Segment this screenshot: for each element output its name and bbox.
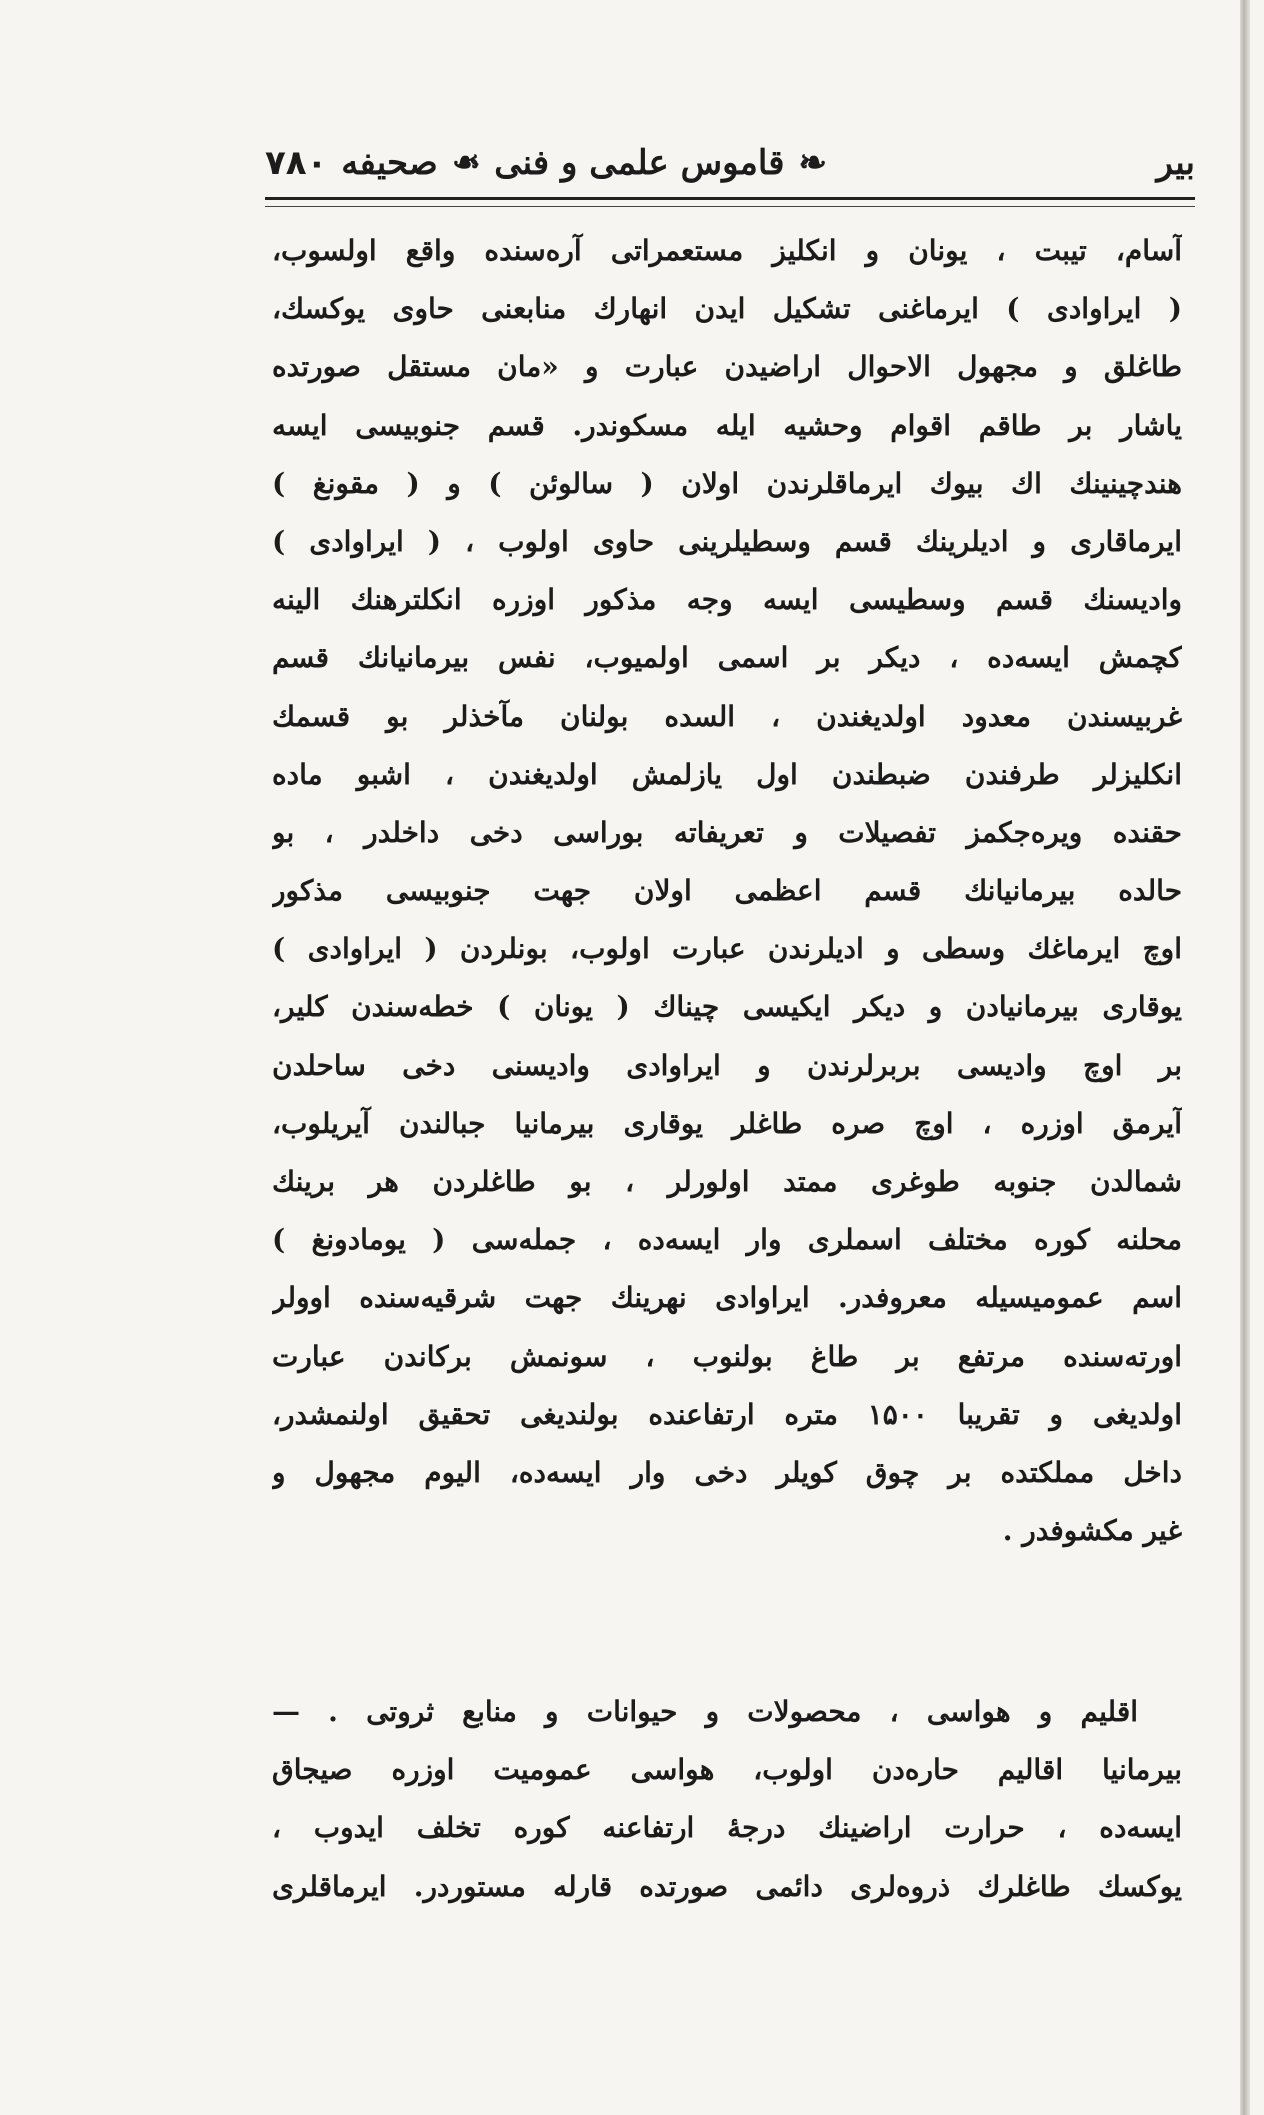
- text-line: اوچ ایرماغك وسطی و ادیلرندن عبارت اولوب، بونلردن ( ایراوادی ): [272, 932, 1182, 966]
- header-rule: [265, 197, 1195, 207]
- text-line: محلنه کوره مختلف اسملری وار ایسه‌ده ، جمله‌سی ( یومادونغ ): [272, 1223, 1182, 1257]
- fleuron-ornament-icon: ❧: [798, 143, 827, 183]
- running-title: [265, 143, 827, 183]
- text-line: ایرماقاری و ادیلرینك قسم وسطیلرینی حاوی اولوب ، ( ایراوادی ): [272, 524, 1182, 558]
- page-label: صحیفه: [341, 143, 438, 183]
- paragraph-main: [272, 222, 1182, 1560]
- text-line: کچمش ایسه‌ده ، دیکر بر اسمی اولمیوب، نفس بیرمانیانك قسم: [272, 641, 1182, 675]
- section-heading-line: اقلیم و هواسی ، محصولات و حیوانات و منابع ثروتی . —: [272, 1695, 1138, 1728]
- text-line: انکلیزلر طرفندن ضبطندن اول یازلمش اولدیغندن ، اشبو ماده: [272, 757, 1182, 791]
- page-header: [265, 135, 1195, 191]
- text-line: شمالدن جنوبه طوغری ممتد اولورلر ، بو طاغلردن هر برینك: [272, 1165, 1182, 1198]
- text-line: وادیسنك قسم وسطیسی ایسه وجه مذکور اوزره انکلترهنك الینه: [272, 583, 1182, 617]
- text-line: غربیسندن معدود اولدیغندن ، السده بولنان مآخذلر بو قسمك: [272, 699, 1182, 733]
- page-edge-shadow: [1240, 0, 1250, 2115]
- text-line: یاشار بر طاقم اقوام وحشیه ایله مسکوندر. قسم جنوبیسی ایسه: [272, 408, 1182, 442]
- text-line: آسام، تیبت ، یونان و انکلیز مستعمراتی آره‌سنده واقع اولسوب،: [272, 234, 1182, 267]
- page-number: ۷۸۰: [265, 143, 328, 183]
- text-line: اولدیغی و تقریبا ۱۵۰۰ متره ارتفاعنده بولندیغی تحقیق اولنمشدر،: [272, 1397, 1182, 1431]
- text-line: آیرمق اوزره ، اوچ صره طاغلر یوقاری بیرمانیا جبالندن آیریلوب،: [272, 1106, 1182, 1140]
- text-line: یوقاری بیرمانیادن و دیکر ایکیسی چیناك ( یونان ) خطه‌سندن کلیر،: [272, 990, 1182, 1024]
- section-label: بیر: [1156, 143, 1195, 183]
- text-line: اسم عمومیسیله معروفدر. ایراوادی نهرینك جهت شرقیه‌سنده اوولر: [272, 1281, 1182, 1315]
- text-line: طاغلق و مجهول الاحوال اراضیدن عبارت و «مان مستقل صورتده: [272, 350, 1182, 384]
- text-line: داخل مملکتده بر چوق کویلر دخی وار ایسه‌ده، الیوم مجهول و: [272, 1455, 1182, 1489]
- text-line: حالده بیرمانیانك قسم اعظمی اولان جهت جنوبیسی مذکور: [272, 874, 1182, 908]
- paragraph-climate: [272, 1683, 1182, 1916]
- text-line: حقنده ویره‌جکمز تفصیلات و تعریفاته بوراسی دخی داخلدر ، بو: [272, 815, 1182, 849]
- text-line: یوکسك طاغلرك ذروه‌لری دائمی صورتده قارله مستوردر. ایرماقلری: [272, 1869, 1182, 1903]
- fleuron-ornament-icon: ❧: [451, 143, 481, 183]
- text-line: هندچینینك اك بیوك ایرماقلرندن اولان ( سالوئن ) و ( مقونغ ): [272, 466, 1182, 500]
- text-line: غیر مکشوفدر .: [1002, 1514, 1182, 1548]
- text-line: اورته‌سنده مرتفع بر طاغ بولنوب ، سونمش برکاندن عبارت: [272, 1339, 1182, 1373]
- book-title: قاموس علمی و فنی: [494, 143, 785, 183]
- text-line: ( ایراوادی ) ایرماغنی تشکیل ایدن انهارك منابعنی حاوی یوکسك،: [272, 292, 1182, 326]
- text-line: بر اوچ وادیسی بربرلرندن و ایراوادی وادیسنی دخی ساحلدن: [272, 1048, 1182, 1082]
- text-line: بیرمانیا اقالیم حاره‌دن اولوب، هواسی عمومیت اوزره صیجاق: [272, 1753, 1182, 1787]
- text-line: ایسه‌ده ، حرارت اراضینك درجهٔ ارتفاعنه کوره تخلف ایدوب ،: [272, 1811, 1182, 1845]
